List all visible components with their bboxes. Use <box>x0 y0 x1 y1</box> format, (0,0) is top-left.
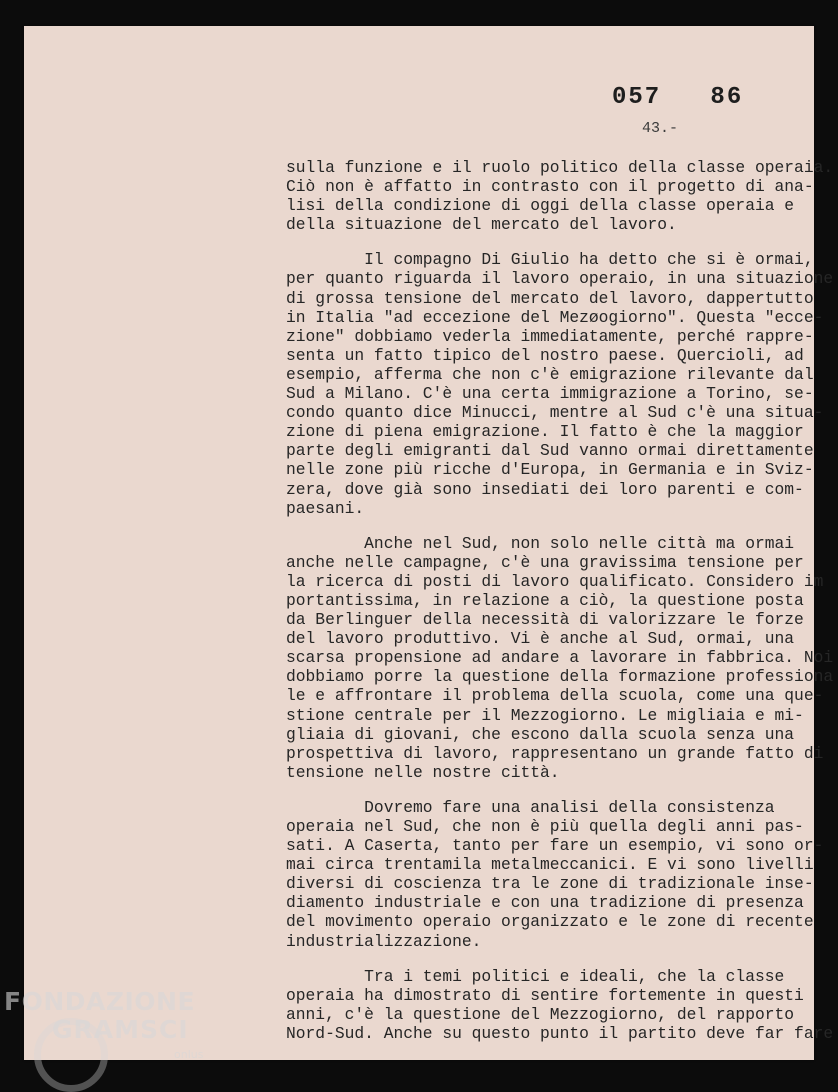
text-line: anche nelle campagne, c'è una gravissima tensione per <box>286 552 804 572</box>
text-line: dobbiamo porre la questione della formazione professiona <box>286 667 834 687</box>
text-line: da Berlinguer della necessità di valorizzare le forze <box>286 610 804 630</box>
text-line: esempio, afferma che non c'è emigrazione rilevante dal <box>286 364 814 384</box>
text-line: Nord-Sud. Anche su questo punto il partito deve far fare <box>286 1023 834 1043</box>
text-line: Ciò non è affatto in contrasto con il progetto di ana- <box>286 177 814 197</box>
text-line: anni, c'è la questione del Mezzogiorno, del rapporto <box>286 1004 795 1024</box>
text-line: senta un fatto tipico del nostro paese. Quercioli, ad <box>286 345 804 365</box>
text-line: lisi della condizione di oggi della classe operaia e <box>286 196 795 216</box>
text-line: zione" dobbiamo vederla immediatamente, perché rappre- <box>286 326 814 346</box>
text-line: operaia ha dimostrato di sentire fortemente in questi <box>286 985 804 1005</box>
document-page <box>24 26 834 1060</box>
text-line: Sud a Milano. C'è una certa immigrazione a Torino, se- <box>286 384 814 404</box>
text-line: Tra i temi politici e ideali, che la classe <box>286 966 785 986</box>
text-line: diamento industriale e con una tradizione di presenza <box>286 893 804 913</box>
text-line: paesani. <box>286 498 365 518</box>
text-line: prospettiva di lavoro, rappresentano un grande fatto di <box>286 743 824 763</box>
text-line: scarsa propensione ad andare a lavorare in fabbrica. Noi <box>286 648 834 668</box>
text-line: mai circa trentamila metalmeccanici. E vi sono livelli <box>286 855 814 875</box>
text-line: tensione nelle nostre città. <box>286 762 560 782</box>
text-line: stione centrale per il Mezzogiorno. Le migliaia e mi- <box>286 705 804 725</box>
text-line: zione di piena emigrazione. Il fatto è che la maggior <box>286 422 804 442</box>
text-line: del movimento operaio organizzato e le zone di recente <box>286 912 814 932</box>
paragraph <box>286 250 838 517</box>
text-line: condo quanto dice Minucci, mentre al Sud c'è una situa- <box>286 403 824 423</box>
paragraph <box>286 967 838 1043</box>
text-line: industrializzazione. <box>286 931 482 951</box>
text-line: Dovremo fare una analisi della consistenza <box>286 797 775 817</box>
text-line: Il compagno Di Giulio ha detto che si è ormai, <box>286 250 814 270</box>
text-line: la ricerca di posti di lavoro qualificato. Considero im <box>286 571 824 591</box>
text-line: operaia nel Sud, che non è più quella degli anni pas- <box>286 817 804 836</box>
text-line: Anche nel Sud, non solo nelle città ma ormai <box>286 533 795 553</box>
fondazione-gramsci-watermark <box>4 987 204 1061</box>
paragraph <box>286 534 838 782</box>
text-line: del lavoro produttivo. Vi è anche al Sud, ormai, una <box>286 629 795 649</box>
text-line: per quanto riguarda il lavoro operaio, in una situazione <box>286 269 834 289</box>
watermark-line-1: FONDAZIONE <box>4 987 196 1016</box>
text-line: diversi di coscienza tra le zone di tradizionale inse- <box>286 874 814 894</box>
document-number: 057 86 <box>612 84 744 111</box>
text-line: sulla funzione e il ruolo politico della classe operaia. <box>286 158 834 177</box>
text-line: nelle zone più ricche d'Europa, in Germania e in Sviz- <box>286 460 814 480</box>
text-line: parte degli emigranti dal Sud vanno ormai direttamente <box>286 441 814 461</box>
text-line: le e affrontare il problema della scuola, come una que- <box>286 686 824 706</box>
watermark-line-2: GRAMSCI <box>52 1015 189 1044</box>
text-line: zera, dove già sono insediati dei loro parenti e com- <box>286 479 804 499</box>
paragraph <box>286 798 838 951</box>
document-body <box>286 158 838 1059</box>
text-line: sati. A Caserta, tanto per fare un esempio, vi sono or- <box>286 836 824 856</box>
text-line: della situazione del mercato del lavoro. <box>286 215 677 235</box>
paragraph <box>286 158 838 234</box>
text-line: in Italia "ad eccezione del Mezøogiorno". Questa "ecce- <box>286 307 824 327</box>
watermark-line-3: onlus <box>174 1048 204 1061</box>
text-line: gliaia di giovani, che escono dalla scuola senza una <box>286 724 795 744</box>
text-line: di grossa tensione del mercato del lavoro, dappertutto <box>286 288 814 308</box>
text-line: portantissima, in relazione a ciò, la questione posta <box>286 590 804 610</box>
page-number: 43.- <box>642 120 679 137</box>
